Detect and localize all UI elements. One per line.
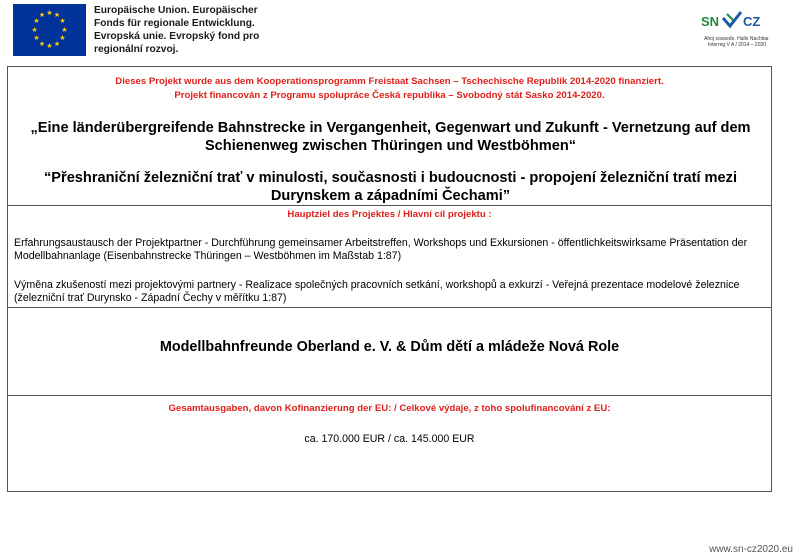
- divider: [8, 307, 771, 308]
- svg-text:★: ★: [61, 26, 68, 34]
- sncz-tagline-line: Interreg V A / 2014 – 2020: [707, 42, 767, 48]
- project-info-frame: [7, 66, 772, 492]
- funding-notice-cz: Projekt financován z Programu spolupráce Česká republika – Svobodný stát Sasko 2014-2020.: [174, 90, 605, 101]
- svg-text:★: ★: [38, 11, 46, 19]
- goal-text-de: Erfahrungsaustausch der Projektpartner - Durchführung gemeinsamer Arbeitstreffen, Workshops und Exkursionen - öffentlichkeitswirksame Präsentation der Modellbahnanlage (Eisenbahnstrecke Thüringen – Westböhmen im Maßstab 1:87): [14, 237, 748, 262]
- svg-text:SN: SN: [701, 14, 720, 29]
- svg-text:★: ★: [59, 34, 66, 42]
- svg-text:★: ★: [33, 17, 40, 25]
- divider: [8, 395, 771, 396]
- svg-text:★: ★: [31, 26, 38, 34]
- svg-text:★: ★: [46, 9, 53, 17]
- sncz-logo-mark: [697, 6, 777, 36]
- svg-text:CZ: CZ: [743, 14, 761, 29]
- sncz-tagline-line: Ahoj sousede. Hallo Nachbar.: [704, 36, 770, 42]
- eu-flag-logo: [13, 4, 86, 56]
- funding-notice: [8, 75, 771, 103]
- project-partners: Modellbahnfreunde Oberland e. V. & Dům dětí a mládeže Nová Role: [159, 339, 620, 355]
- eu-text-line: Evropská unie. Evropský fond pro: [94, 31, 260, 42]
- costs-value: ca. 170.000 EUR / ca. 145.000 EUR: [304, 433, 475, 445]
- eu-stars-icon: [13, 4, 86, 56]
- goal-heading: Hauptziel des Projektes / Hlavní cíl projektu :: [287, 209, 492, 220]
- sncz-tagline: [694, 36, 780, 48]
- svg-text:★: ★: [38, 40, 46, 48]
- funding-notice-de: Dieses Projekt wurde aus dem Kooperationsprogramm Freistaat Sachsen – Tschechische Republik 2014-2020 finanziert.: [115, 76, 664, 87]
- svg-text:★: ★: [53, 40, 61, 48]
- project-title-cz: “Přeshraniční železniční trať v minulosti, současnosti i budoucnosti - propojení železniční tratí mezi Durynskem a západními Čechami”: [43, 170, 738, 204]
- eu-text-line: regionální rozvoj.: [94, 44, 179, 55]
- project-title-de: „Eine länderübergreifende Bahnstrecke in Vergangenheit, Gegenwart und Zukunft - Vernetzung auf dem Schienenweg zwischen Thüringen und Westböhmen“: [30, 120, 751, 154]
- footer-url[interactable]: www.sn-cz2020.eu: [709, 544, 793, 555]
- svg-text:★: ★: [59, 17, 66, 25]
- goal-text-cz: Výměna zkušeností mezi projektovými partnery - Realizace společných pracovních setkání, workshopů a exkurzí - Veřejná prezentace modelové železnice (železniční trať Durynsko - Západní Čechy v měřítku 1:87): [14, 279, 740, 304]
- costs-heading: Gesamtausgaben, davon Kofinanzierung der EU: / Celkové výdaje, z toho spolufinancování z EU:: [168, 403, 611, 414]
- eu-text-line: Europäische Union. Europäischer: [94, 5, 258, 16]
- svg-text:★: ★: [33, 34, 40, 42]
- divider: [8, 205, 771, 206]
- svg-text:★: ★: [53, 11, 61, 19]
- svg-text:★: ★: [46, 42, 53, 50]
- eu-text-line: Fonds für regionale Entwicklung.: [94, 18, 255, 29]
- eu-fund-text: [94, 4, 284, 56]
